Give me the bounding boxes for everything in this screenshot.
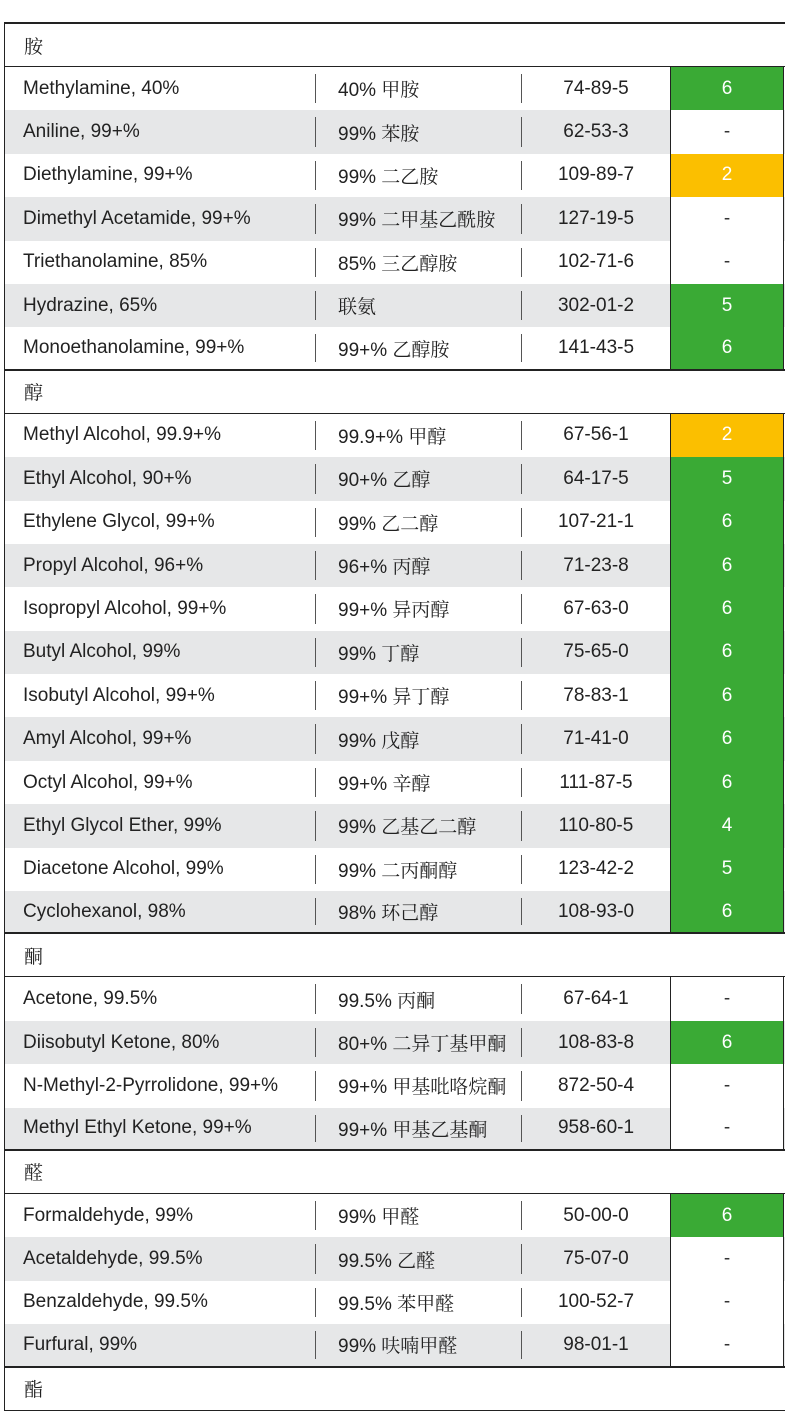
chemical-name-zh: 99% 丁醇 [316,631,522,674]
chemical-name-zh: 99+% 乙醇胺 [316,327,522,368]
resistance-rating: - [670,197,784,240]
table-row [5,804,785,847]
cas-number: 67-63-0 [563,597,629,619]
table-row [5,241,785,284]
chemical-name-en: Triethanolamine, 85% [5,241,316,284]
chemical-name-zh: 85% 三乙醇胺 [316,241,522,284]
section-header: 醇 [5,371,785,414]
resistance-rating: 6 [670,717,784,760]
chemical-name-zh: 99% 苯胺 [316,110,522,153]
table-row [5,977,785,1020]
chemical-name-en: Ethyl Glycol Ether, 99% [5,804,316,847]
cas-number: 302-01-2 [557,294,635,316]
table-section [5,934,785,1151]
cas-number: 102-71-6 [557,251,635,273]
cas-number: 141-43-5 [557,337,635,359]
resistance-rating: - [670,110,784,153]
chemical-name-zh: 99% 戊醇 [316,717,522,760]
chemical-name-zh: 99+% 异丁醇 [316,674,522,717]
cas-number: 110-80-5 [558,814,634,836]
cas-number: 111-87-5 [559,771,633,793]
chemical-name-en: Formaldehyde, 99% [5,1194,316,1237]
chemical-name-zh: 99% 乙二醇 [316,501,522,544]
cas-number: 109-89-7 [557,164,635,186]
cas-number: 127-19-5 [557,207,635,229]
chemical-name-zh: 99+% 甲基乙基酮 [316,1108,522,1149]
cas-number: 108-93-0 [557,900,635,922]
chemical-name-zh: 99+% 辛醇 [316,761,522,804]
chemical-name-zh: 99% 甲醛 [316,1194,522,1237]
table-row [5,1281,785,1324]
chemical-name-zh: 96+% 丙醇 [316,544,522,587]
table-row [5,457,785,500]
table-row [5,1108,785,1151]
chemical-name-en: Ethylene Glycol, 99+% [5,501,316,544]
chemical-name-en: Acetaldehyde, 99.5% [5,1237,316,1280]
chemical-name-zh: 98% 环己醇 [316,891,522,932]
table-row [5,674,785,717]
chemical-name-en: Diethylamine, 99+% [5,154,316,197]
resistance-rating: - [670,241,784,284]
resistance-rating: 4 [670,804,784,847]
resistance-rating: 6 [670,327,784,368]
chemical-name-en: Aniline, 99+% [5,110,316,153]
table-row [5,717,785,760]
resistance-rating: 6 [670,761,784,804]
section-header: 醛 [5,1151,785,1194]
cas-number: 64-17-5 [563,467,629,489]
table-row [5,891,785,934]
chemical-name-zh: 99.9+% 甲醇 [316,414,522,457]
table-row [5,544,785,587]
cas-number: 100-52-7 [557,1291,635,1313]
table-row [5,197,785,240]
chemical-name-en: Methylamine, 40% [5,67,316,110]
resistance-rating: 6 [670,67,784,110]
resistance-rating: - [670,977,784,1020]
cas-number: 71-23-8 [563,554,629,576]
resistance-rating: 6 [670,1194,784,1237]
chemical-name-zh: 99% 二乙胺 [316,154,522,197]
resistance-rating: 6 [670,891,784,932]
chemical-name-en: Benzaldehyde, 99.5% [5,1281,316,1324]
table-section [5,371,785,935]
resistance-rating: 5 [670,848,784,891]
table-row [5,631,785,674]
table-row [5,1194,785,1237]
cas-number: 108-83-8 [557,1031,635,1053]
chemical-name-zh: 99.5% 乙醛 [316,1237,522,1280]
chemical-name-zh: 80+% 二异丁基甲酮 [316,1021,522,1064]
cas-number: 75-65-0 [563,641,629,663]
chemical-name-zh: 99% 二甲基乙酰胺 [316,197,522,240]
table-section [5,24,785,371]
chemical-name-en: Diisobutyl Ketone, 80% [5,1021,316,1064]
resistance-rating: 6 [670,587,784,630]
cas-number: 67-64-1 [563,988,629,1010]
chemical-name-en: Cyclohexanol, 98% [5,891,316,932]
resistance-rating: 2 [670,154,784,197]
table-section [5,1368,785,1411]
resistance-rating: 6 [670,501,784,544]
table-row [5,1021,785,1064]
resistance-rating: - [670,1281,784,1324]
chemical-name-en: Acetone, 99.5% [5,977,316,1020]
cas-number: 74-89-5 [563,77,629,99]
chemical-name-en: Diacetone Alcohol, 99% [5,848,316,891]
table-row [5,501,785,544]
cas-number: 958-60-1 [557,1117,635,1139]
table-row [5,848,785,891]
chemical-name-en: Amyl Alcohol, 99+% [5,717,316,760]
chemical-name-zh: 99+% 甲基吡咯烷酮 [316,1064,522,1107]
chemical-name-en: Octyl Alcohol, 99+% [5,761,316,804]
chemical-name-zh: 40% 甲胺 [316,67,522,110]
resistance-rating: 5 [670,284,784,327]
resistance-rating: - [670,1108,784,1149]
table-row [5,110,785,153]
cas-number: 75-07-0 [563,1248,629,1270]
chemical-name-zh: 99% 二丙酮醇 [316,848,522,891]
table-section [5,1151,785,1368]
section-header: 酮 [5,934,785,977]
table-row [5,1064,785,1107]
chemical-name-en: Monoethanolamine, 99+% [5,327,316,368]
resistance-rating: 6 [670,544,784,587]
cas-number: 50-00-0 [563,1204,629,1226]
cas-number: 107-21-1 [557,511,635,533]
chemical-name-zh: 联氨 [316,284,522,327]
cas-number: 67-56-1 [563,424,629,446]
cas-number: 98-01-1 [563,1333,629,1355]
table-row [5,154,785,197]
resistance-rating: 6 [670,631,784,674]
cas-number: 62-53-3 [563,121,629,143]
chemical-name-en: Ethyl Alcohol, 90+% [5,457,316,500]
section-header: 胺 [5,24,785,67]
table-row [5,761,785,804]
chemical-name-en: Hydrazine, 65% [5,284,316,327]
resistance-rating: - [670,1324,784,1365]
resistance-rating: 2 [670,414,784,457]
chemical-name-en: Propyl Alcohol, 96+% [5,544,316,587]
resistance-rating: - [670,1237,784,1280]
resistance-rating: 6 [670,674,784,717]
section-header: 酯 [5,1368,785,1411]
resistance-rating: - [670,1064,784,1107]
chemical-name-zh: 99+% 异丙醇 [316,587,522,630]
chemical-name-en: Methyl Ethyl Ketone, 99+% [5,1108,316,1149]
chemical-name-en: Butyl Alcohol, 99% [5,631,316,674]
resistance-rating: 6 [670,1021,784,1064]
chemical-name-zh: 99% 乙基乙二醇 [316,804,522,847]
chemical-name-zh: 99.5% 丙酮 [316,977,522,1020]
chemical-name-en: Furfural, 99% [5,1324,316,1365]
cas-number: 78-83-1 [563,684,629,706]
table-row [5,1237,785,1280]
chemical-name-en: Isobutyl Alcohol, 99+% [5,674,316,717]
chemical-name-zh: 90+% 乙醇 [316,457,522,500]
cas-number: 71-41-0 [563,728,629,750]
chemical-name-zh: 99% 呋喃甲醛 [316,1324,522,1365]
chemical-name-en: Isopropyl Alcohol, 99+% [5,587,316,630]
chemical-name-en: Methyl Alcohol, 99.9+% [5,414,316,457]
table-row [5,414,785,457]
table-row [5,327,785,370]
chemical-name-en: Dimethyl Acetamide, 99+% [5,197,316,240]
table-row [5,67,785,110]
table-row [5,1324,785,1367]
table-row [5,587,785,630]
chemical-name-en: N-Methyl-2-Pyrrolidone, 99+% [5,1064,316,1107]
cas-number: 872-50-4 [557,1074,635,1096]
chemical-name-zh: 99.5% 苯甲醛 [316,1281,522,1324]
chemical-resistance-table [4,22,785,1411]
resistance-rating: 5 [670,457,784,500]
cas-number: 123-42-2 [557,858,635,880]
table-row [5,284,785,327]
